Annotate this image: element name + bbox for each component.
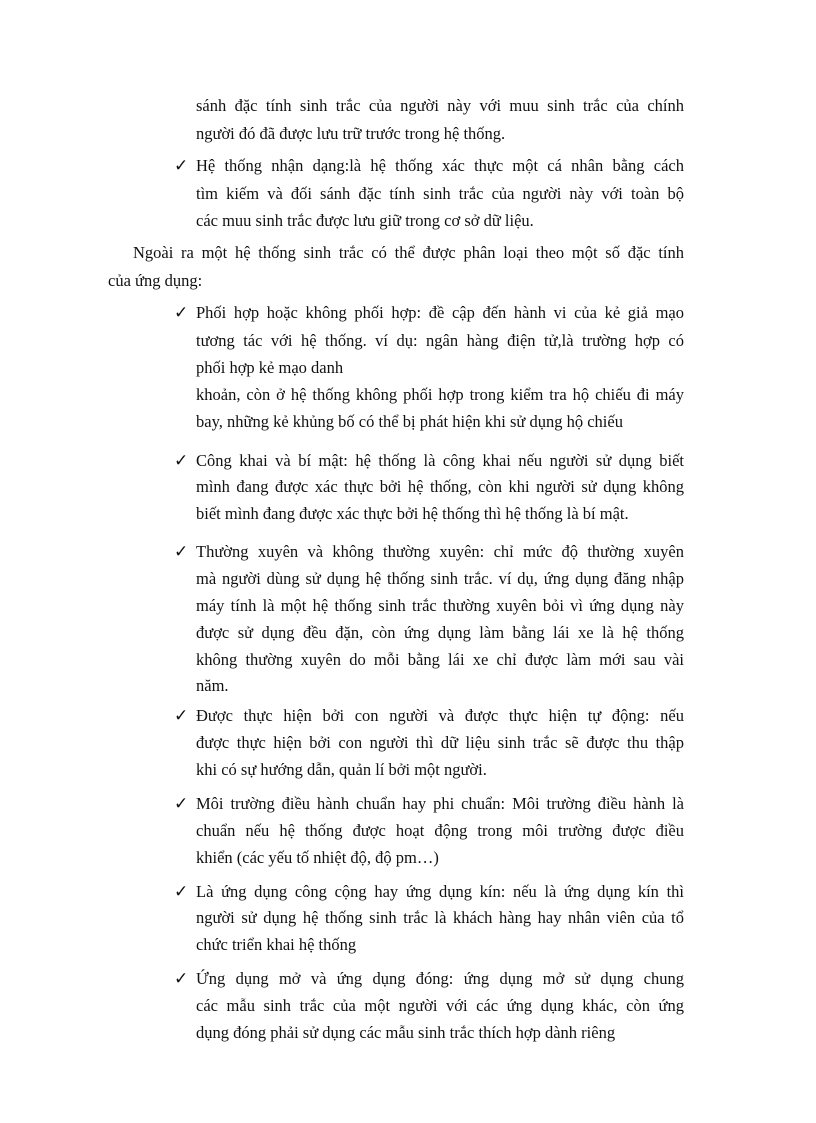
bullet-line: Là ứng dụng công cộng hay ứng dụng kín: nếu là ứng dụng kín thì	[196, 882, 684, 901]
paragraph-line: sánh đặc tính sinh trắc của người này với muu sinh trắc của chính	[196, 96, 684, 115]
bullet-line: các muu sinh trắc được lưu giữ trong cơ sở dữ liệu.	[196, 211, 534, 230]
checkmark-icon: ✓	[174, 882, 189, 902]
paragraph-line: của ứng dụng:	[108, 271, 203, 290]
bullet-line: Hệ thống nhận dạng:là hệ thống xác thực một cá nhân bằng cách	[196, 156, 684, 175]
bullet-line: người sử dụng hệ thống sinh trắc là khách hàng hay nhân viên của tổ	[196, 908, 684, 927]
bullet-line: dụng đóng phải sử dụng các mẫu sinh trắc thích hợp dành riêng	[196, 1023, 616, 1042]
bullet-line: Phối hợp hoặc không phối hợp: đề cập đến hành vi của kẻ giả mạo	[196, 303, 684, 322]
bullet-line: khiển (các yếu tố nhiệt độ, độ pm…)	[196, 848, 439, 867]
checkmark-icon: ✓	[174, 156, 189, 176]
bullet-line: Thường xuyên và không thường xuyên: chỉ mức độ thường xuyên	[196, 542, 684, 561]
bullet-line: máy tính là một hệ thống sinh trắc thường xuyên bỏi vì ứng dụng này	[196, 596, 684, 615]
bullet-line: phối hợp kẻ mạo danh	[196, 358, 344, 377]
bullet-line: chuẩn nếu hệ thống được hoạt động trong môi trường được điều	[196, 821, 684, 840]
bullet-line: được thực hiện bởi con người thì dữ liệu sinh trắc sẽ được thu thập	[196, 733, 684, 752]
bullet-line: khoản, còn ở hệ thống không phối hợp trong kiểm tra hộ chiếu đi máy	[196, 385, 684, 404]
bullet-line: Môi trường điều hành chuẩn hay phi chuẩn: Môi trường điều hành là	[196, 794, 684, 813]
bullet-line: bay, những kẻ khủng bố có thể bị phát hiện khi sử dụng hộ chiếu	[196, 412, 623, 431]
bullet-line: tương tác với hệ thống. ví dụ: ngân hàng điện tử,là trường hợp có	[196, 331, 684, 350]
bullet-line: Ứng dụng mở và ứng dụng đóng: ứng dụng mở sử dụng chung	[196, 969, 684, 988]
bullet-line: Được thực hiện bởi con người và được thực hiện tự động: nếu	[196, 706, 684, 725]
bullet-line: Công khai và bí mật: hệ thống là công khai nếu người sử dụng biết	[196, 451, 684, 470]
bullet-line: mà người dùng sử dụng hệ thống sinh trắc. ví dụ, ứng dụng đăng nhập	[196, 569, 684, 588]
bullet-line: được sử dụng đều đặn, còn ứng dụng làm bằng lái xe là hệ thống	[196, 623, 684, 642]
bullet-line: biết mình đang được xác thực bởi hệ thống thì hệ thống là bí mật.	[196, 504, 629, 523]
bullet-line: năm.	[196, 676, 229, 695]
paragraph-line: Ngoài ra một hệ thống sinh trắc có thể được phân loại theo một số đặc tính	[133, 243, 684, 262]
checkmark-icon: ✓	[174, 969, 189, 989]
bullet-line: chức triển khai hệ thống	[196, 935, 357, 954]
checkmark-icon: ✓	[174, 794, 189, 814]
checkmark-icon: ✓	[174, 542, 189, 562]
bullet-line: mình đang được xác thực bởi hệ thống, còn khi người sử dụng không	[196, 477, 684, 496]
checkmark-icon: ✓	[174, 303, 189, 323]
checkmark-icon: ✓	[174, 706, 189, 726]
checkmark-icon: ✓	[174, 451, 189, 471]
bullet-line: các mẫu sinh trắc của một người với các ứng dụng khác, còn ứng	[196, 996, 684, 1015]
bullet-line: khi có sự hướng dẫn, quản lí bởi một người.	[196, 760, 487, 779]
bullet-line: tìm kiếm và đối sánh đặc tính sinh trắc của người này với toàn bộ	[196, 184, 684, 203]
bullet-line: không thường xuyên do mỗi bằng lái xe chỉ được làm mới sau vài	[196, 650, 684, 669]
paragraph-line: người đó đã được lưu trữ trước trong hệ thống.	[196, 124, 506, 143]
